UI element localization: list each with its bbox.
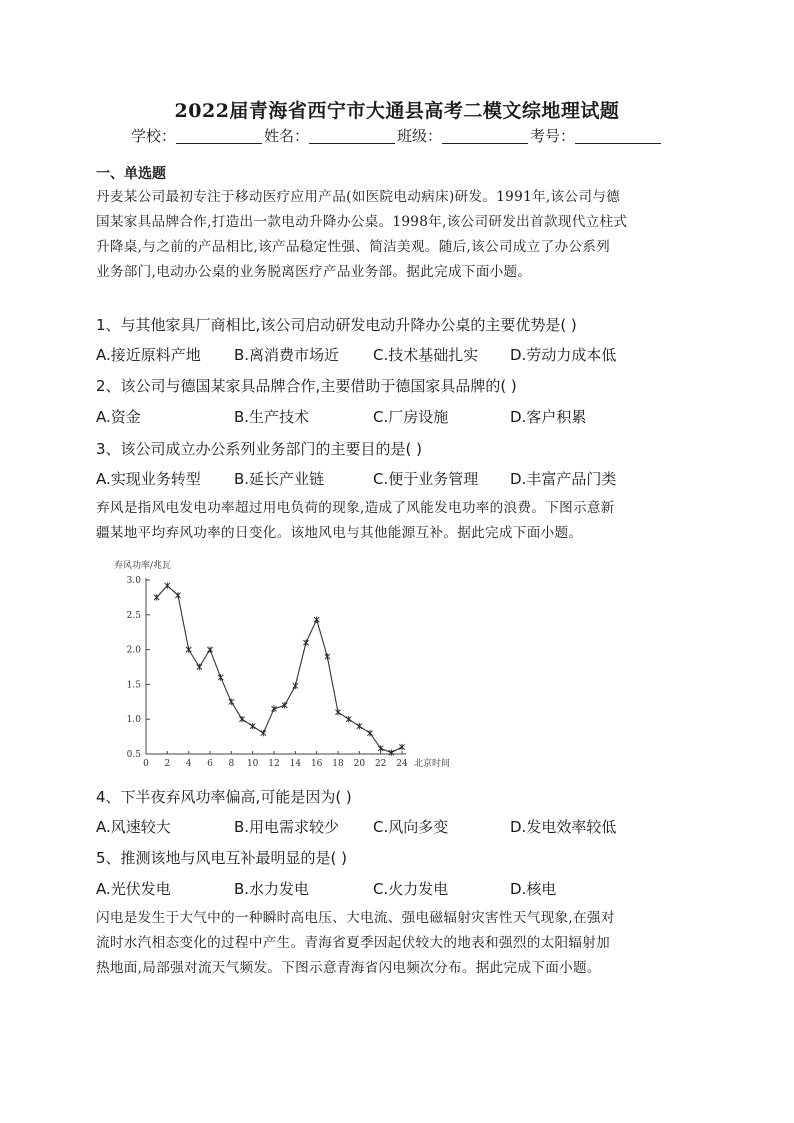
data-point [378, 745, 383, 751]
passage-line: 热地面,局部强对流天气频发。下图示意青海省闪电频次分布。据此完成下面小题。 [96, 960, 601, 976]
data-point [218, 674, 223, 680]
option-a[interactable]: A.接近原料产地 [96, 346, 201, 364]
x-tick-label: 10 [246, 759, 259, 769]
data-point [389, 749, 394, 755]
passage-line: 疆某地平均弃风功率的日变化。该地风电与其他能源互补。据此完成下面小题。 [96, 525, 583, 541]
option-c[interactable]: C.火力发电 [373, 880, 449, 898]
passage-3 [96, 906, 700, 981]
x-tick-label: 8 [228, 759, 235, 769]
option-b[interactable]: B.水力发电 [234, 880, 310, 898]
passage-2 [96, 496, 700, 546]
option-b[interactable]: B.延长产业链 [234, 470, 325, 488]
data-point [399, 744, 404, 750]
question-5-options [96, 878, 716, 898]
name-label: 姓名： [263, 127, 309, 145]
y-tick-label: 1.5 [126, 680, 141, 691]
data-point [239, 716, 244, 722]
passage-line: 国某家具品牌合作,打造出一款电动升降办公桌。1998年,该公司研发出首款现代立柱式 [96, 214, 628, 230]
option-d[interactable]: D.客户积累 [510, 408, 587, 426]
data-point [207, 646, 212, 652]
exam-title: 2022届青海省西宁市大通县高考二模文综地理试题 [174, 100, 620, 122]
data-point [293, 683, 298, 689]
question-3-stem: 3、该公司成立办公系列业务部门的主要目的是( ) [96, 440, 423, 458]
passage-1 [96, 185, 700, 285]
data-point [175, 592, 180, 598]
data-point [282, 702, 287, 708]
passage-line: 弃风是指风电发电功率超过用电负荷的现象,造成了风能发电功率的浪费。下图示意新 [96, 500, 615, 516]
data-point [346, 716, 351, 722]
option-b[interactable]: B.生产技术 [234, 408, 310, 426]
option-d[interactable]: D.发电效率较低 [510, 818, 617, 836]
option-c[interactable]: C.风向多变 [373, 818, 449, 836]
x-axis-label: 北京时间 [414, 759, 451, 769]
option-d[interactable]: D.丰富产品门类 [510, 470, 617, 488]
passage-line: 丹麦某公司最初专注于移动医疗应用产品(如医院电动病床)研发。1991年,该公司与德 [96, 189, 621, 205]
series-line [157, 586, 402, 753]
data-point [303, 639, 308, 645]
x-tick-label: 16 [310, 759, 323, 769]
x-tick-label: 4 [185, 759, 192, 769]
exam-no-blank[interactable] [575, 129, 661, 144]
wind-curtailment-chart [104, 558, 454, 770]
option-c[interactable]: C.技术基础扎实 [373, 346, 479, 364]
x-tick-label: 0 [143, 759, 149, 769]
question-3-options [96, 468, 716, 488]
section-title: 一、单选题 [96, 166, 166, 182]
x-tick-label: 22 [374, 759, 387, 769]
class-blank[interactable] [442, 129, 528, 144]
option-a[interactable]: A.实现业务转型 [96, 470, 201, 488]
data-point [261, 730, 266, 736]
data-point [357, 723, 362, 729]
student-info-line [0, 125, 794, 146]
x-tick-label: 18 [332, 759, 344, 769]
x-tick-label: 6 [207, 759, 213, 769]
y-tick-label: 2.5 [126, 610, 141, 621]
x-tick-label: 12 [268, 759, 280, 769]
y-axis-label: 弃风功率/兆瓦 [114, 561, 172, 571]
school-blank[interactable] [176, 129, 262, 144]
class-label: 班级： [397, 127, 443, 145]
question-5-stem: 5、推测该地与风电互补最明显的是( ) [96, 849, 348, 867]
option-a[interactable]: A.光伏发电 [96, 880, 171, 898]
passage-line: 流时水汽相态变化的过程中产生。青海省夏季因起伏较大的地表和强烈的太阳辐射加 [96, 935, 611, 951]
option-c[interactable]: C.便于业务管理 [373, 470, 479, 488]
data-point [165, 582, 170, 588]
data-point [250, 723, 255, 729]
question-1-options [96, 344, 716, 364]
y-tick-label: 0.5 [126, 750, 141, 760]
question-2-stem: 2、该公司与德国某家具品牌合作,主要借助于德国家具品牌的( ) [96, 377, 517, 395]
question-2-options [96, 406, 716, 426]
option-a[interactable]: A.风速较大 [96, 818, 171, 836]
x-tick-label: 14 [289, 759, 302, 769]
passage-line: 闪电是发生于大气中的一种瞬时高电压、大电流、强电磁辐射灾害性天气现象,在强对 [96, 910, 615, 926]
option-d[interactable]: D.核电 [510, 880, 557, 898]
data-point [229, 699, 234, 705]
option-b[interactable]: B.离消费市场近 [234, 346, 340, 364]
x-tick-label: 20 [353, 759, 366, 769]
passage-line: 业务部门,电动办公桌的业务脱离医疗产品业务部。据此完成下面小题。 [96, 264, 532, 280]
data-point [314, 616, 319, 622]
data-point [367, 730, 372, 736]
data-point [186, 646, 191, 652]
data-point [325, 653, 330, 659]
y-tick-label: 2.0 [126, 645, 141, 656]
option-c[interactable]: C.厂房设施 [373, 408, 449, 426]
exam-no-label: 考号： [530, 127, 576, 145]
school-label: 学校： [130, 127, 176, 145]
y-tick-label: 3.0 [126, 576, 141, 586]
data-point [197, 664, 202, 670]
question-1-stem: 1、与其他家具厂商相比,该公司启动研发电动升降办公桌的主要优势是( ) [96, 316, 577, 334]
option-a[interactable]: A.资金 [96, 408, 141, 426]
question-4-stem: 4、下半夜弃风功率偏高,可能是因为( ) [96, 788, 352, 806]
y-tick-label: 1.0 [126, 715, 141, 726]
option-b[interactable]: B.用电需求较少 [234, 818, 340, 836]
passage-line: 升降桌,与之前的产品相比,该产品稳定性强、简洁美观。随后,该公司成立了办公系列 [96, 239, 611, 255]
x-tick-label: 2 [164, 759, 171, 769]
data-point [335, 709, 340, 715]
x-tick-label: 24 [396, 759, 408, 769]
question-4-options [96, 816, 716, 836]
option-d[interactable]: D.劳动力成本低 [510, 346, 617, 364]
data-point [154, 594, 159, 600]
name-blank[interactable] [309, 129, 395, 144]
